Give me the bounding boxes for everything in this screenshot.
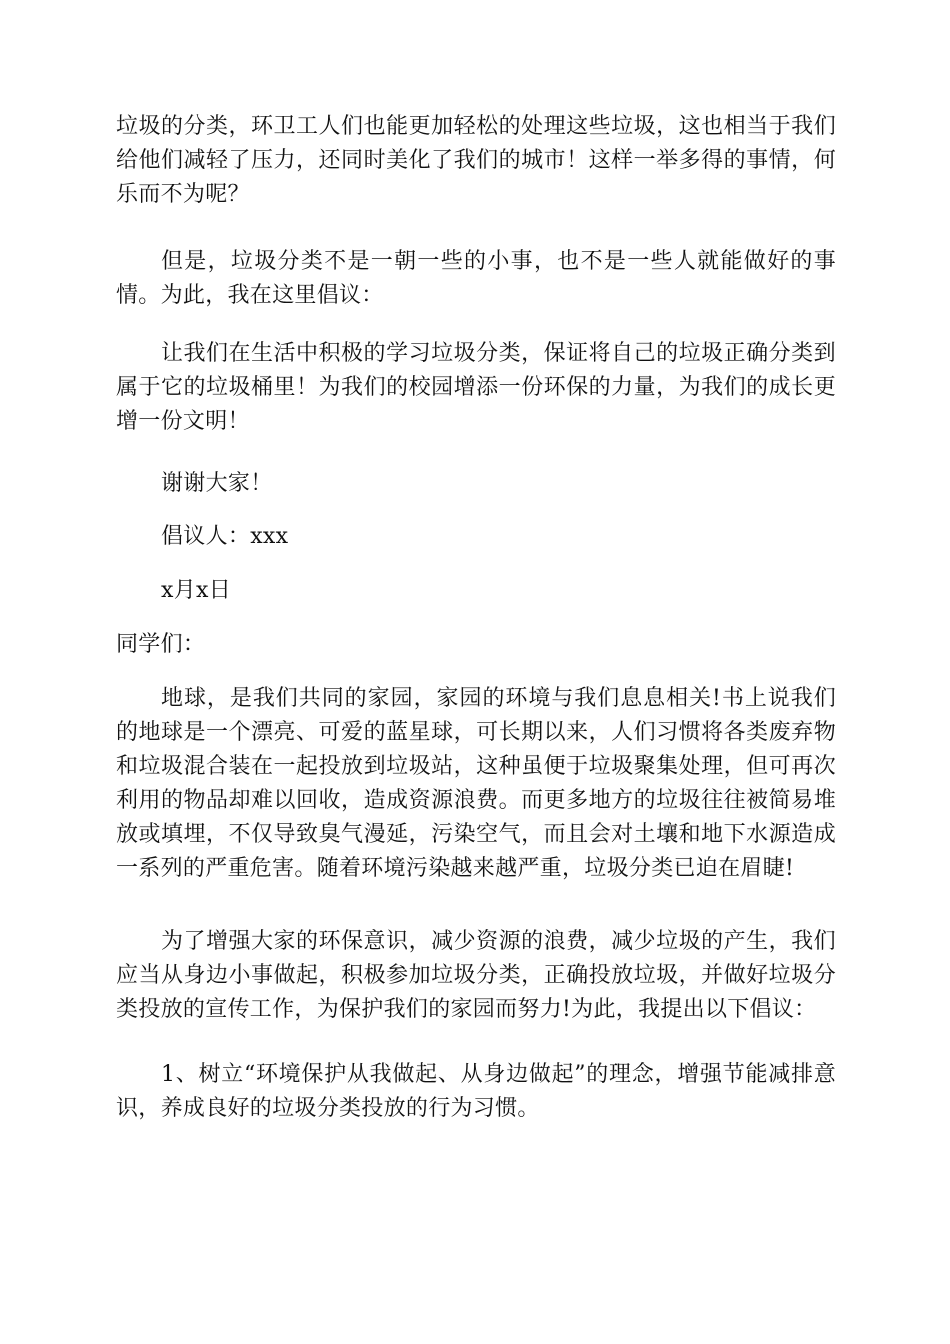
- paragraph-continuation: [116, 110, 836, 212]
- paragraph-block: [116, 337, 836, 439]
- paragraph-2: 但是，垃圾分类不是一朝一些的小事，也不是一些人就能做好的事情。为此，我在这里倡议：: [116, 249, 836, 308]
- paragraph-block: [116, 682, 836, 886]
- paragraph-3: 让我们在生活中积极的学习垃圾分类，保证将自己的垃圾正确分类到属于它的垃圾桶里！为我们的校园增添一份环保的力量，为我们的成长更增一份文明！: [116, 341, 836, 434]
- paragraph-block: [116, 1058, 836, 1126]
- paragraph-thanks: 谢谢大家！: [161, 471, 273, 496]
- paragraph-initiator: 倡议人：xxx: [161, 524, 289, 549]
- initiator-line: [116, 520, 836, 554]
- thanks-line: [116, 467, 836, 501]
- paragraph-salutation: 同学们：: [116, 632, 206, 657]
- paragraph-block: [116, 245, 836, 313]
- salutation-line: [116, 628, 836, 662]
- paragraph-1: 垃圾的分类，环卫工人们也能更加轻松的处理这些垃圾，这也相当于我们给他们减轻了压力，还同时美化了我们的城市！这样一举多得的事情，何乐而不为呢？: [116, 114, 836, 207]
- paragraph-proposal-intro: 为了增强大家的环保意识，减少资源的浪费，减少垃圾的产生，我们应当从身边小事做起，积极参加垃圾分类，正确投放垃圾，并做好垃圾分类投放的宣传工作，为保护我们的家园而努力!为此，我提出以下倡议：: [116, 929, 836, 1022]
- paragraph-block: [116, 925, 836, 1027]
- paragraph-item-1: 1、树立“环境保护从我做起、从身边做起”的理念，增强节能减排意识，养成良好的垃圾分类投放的行为习惯。: [116, 1062, 836, 1121]
- paragraph-earth: 地球，是我们共同的家园，家园的环境与我们息息相关!书上说我们的地球是一个漂亮、可爱的蓝星球，可长期以来，人们习惯将各类废弃物和垃圾混合装在一起投放到垃圾站，这种虽便于垃圾聚集处理，但可再次利用的物品却难以回收，造成资源浪费。而更多地方的垃圾往往被简易堆放或填埋，不仅导致臭气漫延，污染空气，而且会对土壤和地下水源造成一系列的严重危害。随着环境污染越来越严重，垃圾分类已迫在眉睫!: [116, 686, 836, 881]
- paragraph-date: x月x日: [161, 578, 232, 603]
- date-line: [116, 574, 836, 608]
